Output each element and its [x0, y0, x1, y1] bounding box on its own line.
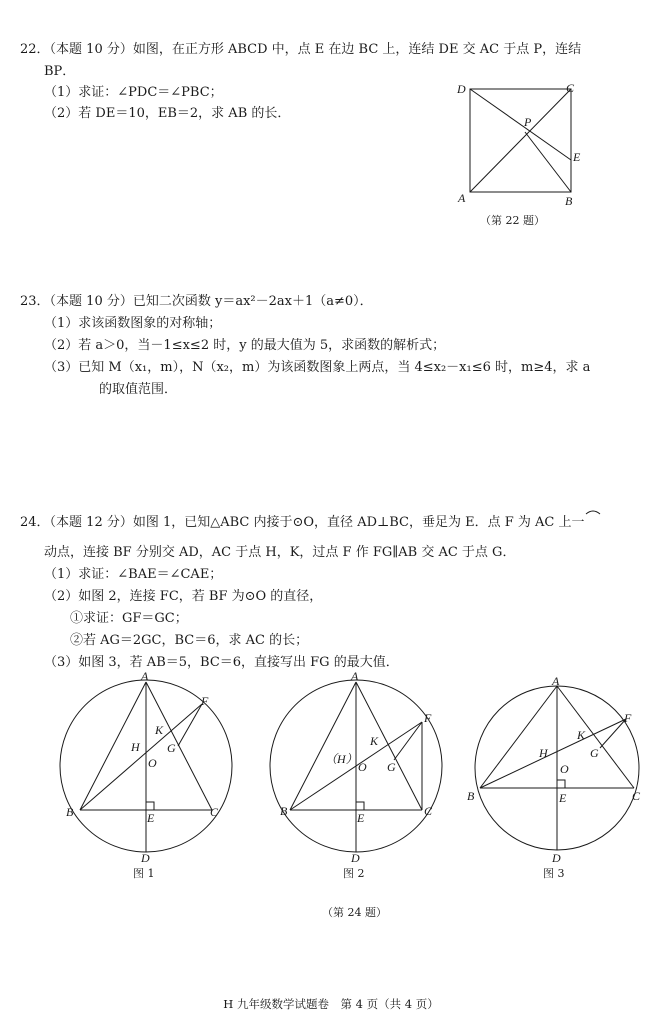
page-footer: H 九年级数学试题卷 第 4 页（共 4 页） — [223, 997, 439, 1011]
fig3-label-k: K — [577, 728, 586, 742]
fig2-label-h: （H） — [325, 752, 358, 766]
figure-2 — [270, 669, 442, 865]
fig3-label-b: B — [467, 789, 475, 803]
fig2-label-a: A — [351, 669, 359, 683]
fig3-label-a: A — [552, 674, 560, 688]
fig3-caption: 图 3 — [543, 867, 565, 880]
q24-part1: （1）求证：∠BAE＝∠CAE； — [44, 567, 223, 582]
q24-stem-line1: 24．（本题 12 分）如图 1，已知△ABC 内接于⊙O，直径 AD⊥BC，垂足为 E．点 F 为 AC 上一 — [20, 515, 585, 530]
fig3-label-o: O — [560, 762, 569, 776]
figure-1 — [60, 669, 232, 865]
fig1-label-a: A — [141, 669, 149, 683]
q24-part2b: ②若 AG＝2GC，BC＝6，求 AC 的长； — [70, 633, 309, 648]
fig2-label-f: F — [424, 711, 432, 725]
seg-bf-3 — [480, 719, 626, 788]
circle-o-fig2 — [270, 680, 442, 852]
label-e: E — [573, 150, 581, 164]
seg-bf-1 — [80, 704, 202, 810]
circle-o-fig1 — [60, 680, 232, 852]
fig2-label-b: B — [280, 804, 288, 818]
fig1-label-h: H — [131, 740, 140, 754]
seg-ac-3 — [557, 686, 634, 788]
q23-part1: （1）求该函数图象的对称轴； — [44, 316, 222, 331]
right-angle-1 — [146, 802, 154, 810]
circle-o-fig3 — [475, 686, 639, 850]
fig1-label-k: K — [155, 723, 164, 737]
seg-ab-1 — [80, 682, 146, 810]
fig3-label-e: E — [559, 791, 567, 805]
arc-ac-mark — [586, 511, 600, 514]
seg-fg-3 — [600, 719, 626, 748]
segment-bp — [525, 132, 571, 192]
seg-fg-2 — [394, 722, 422, 760]
seg-ab-3 — [480, 686, 557, 788]
fig2-label-g: G — [387, 760, 396, 774]
fig2-label-e: E — [357, 811, 365, 825]
seg-ab-2 — [290, 682, 356, 810]
square-abcd — [470, 89, 571, 192]
q24-part3: （3）如图 3，若 AB＝5，BC＝6，直接写出 FG 的最大值． — [44, 655, 399, 670]
right-angle-2 — [356, 802, 364, 810]
figure-3 — [467, 674, 641, 865]
fig1-label-d: D — [141, 851, 150, 865]
fig2-label-d: D — [351, 851, 360, 865]
label-a: A — [458, 191, 466, 205]
label-d: D — [457, 82, 466, 96]
fig1-label-f: F — [201, 694, 209, 708]
fig2-label-c: C — [424, 804, 433, 818]
q23-part2: （2）若 a＞0，当－1≤x≤2 时，y 的最大值为 5，求函数的解析式； — [44, 338, 446, 353]
segment-de — [470, 89, 571, 160]
q23-stem: 23．（本题 10 分）已知二次函数 y＝ax²－2ax＋1（a≠0）． — [20, 294, 373, 309]
fig2-label-k: K — [370, 734, 379, 748]
fig1-label-o: O — [148, 756, 157, 770]
fig1-label-e: E — [147, 811, 155, 825]
fig3-label-h: H — [539, 746, 548, 760]
fig1-label-b: B — [66, 805, 74, 819]
fig3-label-c: C — [632, 789, 641, 803]
q22-stem-line2: BP． — [44, 64, 76, 79]
q24-part2a: ①求证：GF＝GC； — [70, 611, 188, 626]
seg-ac-2 — [356, 682, 422, 810]
fig1-label-g: G — [167, 741, 176, 755]
label-b: B — [565, 194, 573, 208]
q22-caption: （第 22 题） — [480, 214, 545, 227]
fig1-caption: 图 1 — [133, 867, 155, 880]
fig2-label-o: O — [358, 760, 367, 774]
q24-caption: （第 24 题） — [322, 906, 387, 919]
seg-fg-1 — [178, 704, 202, 746]
q22-part1: （1）求证：∠PDC＝∠PBC； — [44, 85, 223, 100]
q24-part2: （2）如图 2，连接 FC，若 BF 为⊙O 的直径， — [44, 589, 323, 604]
label-p: P — [524, 115, 532, 129]
fig3-label-d: D — [552, 851, 561, 865]
fig1-label-c: C — [210, 805, 219, 819]
q22-stem-line1: 22．（本题 10 分）如图，在正方形 ABCD 中，点 E 在边 BC 上，连结 DE 交 AC 于点 P，连结 — [20, 42, 582, 57]
seg-ac-1 — [146, 682, 212, 810]
fig2-caption: 图 2 — [343, 867, 365, 880]
q24-stem-line2: 动点，连接 BF 分别交 AD，AC 于点 H，K，过点 F 作 FG∥AB 交 AC 于点 G． — [44, 545, 516, 560]
q23-part3a: （3）已知 M（x₁，m），N（x₂，m）为该函数图象上两点，当 4≤x₂－x₁≤6 时，m≥4，求 a — [44, 360, 591, 375]
diagonal-ac — [470, 89, 571, 192]
right-angle-3 — [557, 780, 565, 788]
fig3-label-g: G — [590, 746, 599, 760]
q23-part3b: 的取值范围． — [99, 382, 178, 397]
q22-part2: （2）若 DE＝10，EB＝2，求 AB 的长． — [44, 106, 291, 121]
seg-bf-2 — [290, 722, 422, 810]
label-c: C — [566, 81, 575, 95]
fig3-label-f: F — [624, 711, 632, 725]
